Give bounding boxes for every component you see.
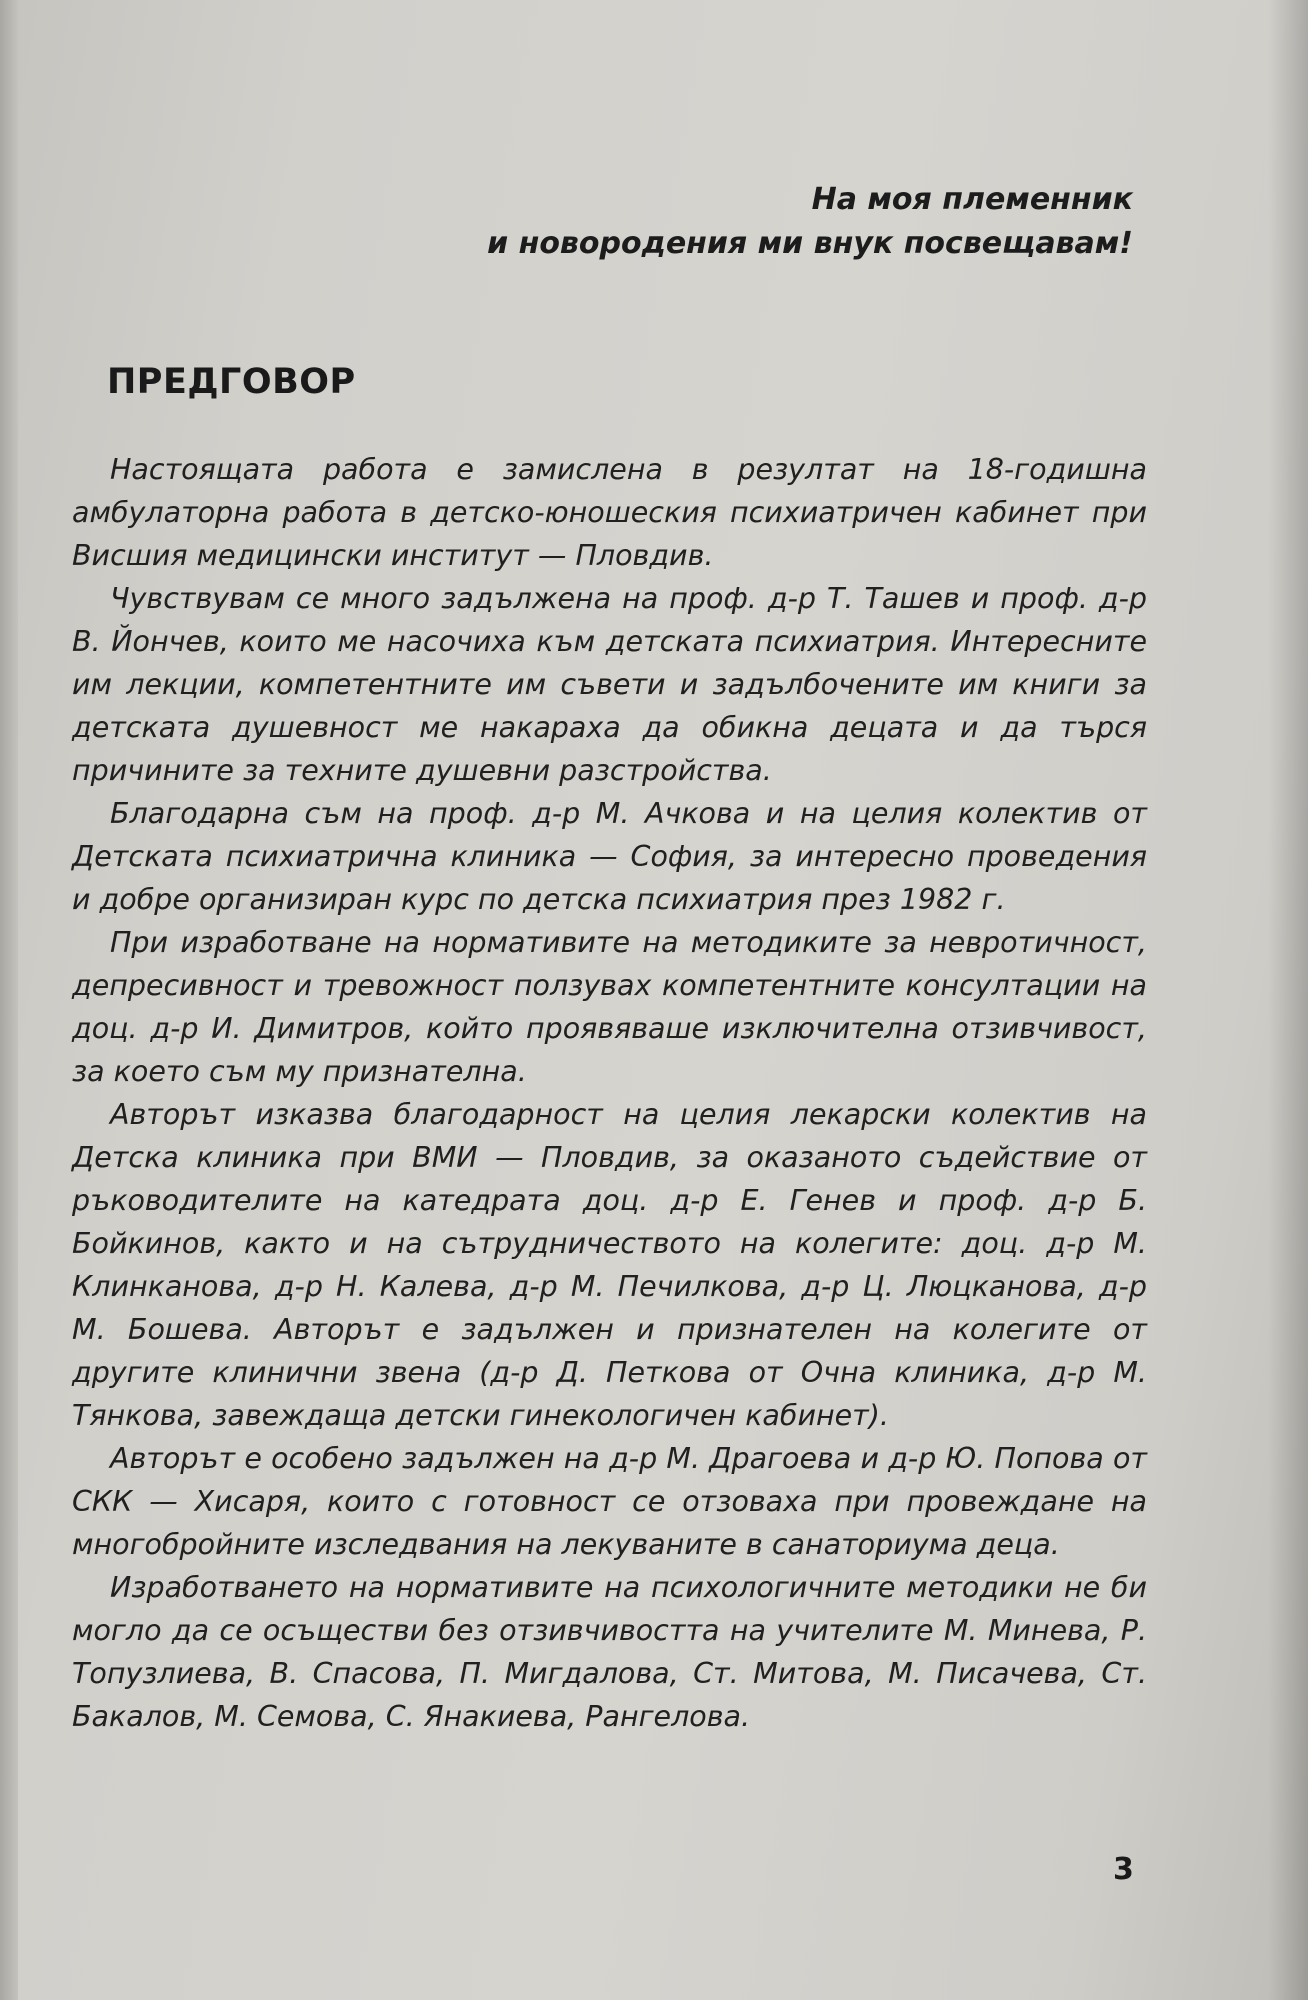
- page-number: 3: [1113, 1852, 1134, 1887]
- dedication: [487, 178, 1133, 266]
- preface-body: [72, 448, 1147, 1738]
- paragraph-5: Авторът изказва благодарност на целия лекарски колектив на Детска клиника при ВМИ — Пловдив, за оказаното съдействие от ръководителите на катедрата доц. д-р Е. Генев и проф. д-р Б. Бойкинов, както и на сътрудничеството на колегите: доц. д-р М. Клинканова, д-р Н. Калева, д-р М. Печилкова, д-р Ц. Люцканова, д-р М. Бошева. Авторът е задължен и признателен на колегите от другите клинични звена (д-р Д. Петкова от Очна клиника, д-р М. Тянкова, завеждаща детски гинекологичен кабинет).: [72, 1098, 1147, 1432]
- page-left-edge: [0, 0, 18, 2000]
- page-right-shadow: [1268, 0, 1308, 2000]
- paragraph-2: Чувствувам се много задължена на проф. д-р Т. Ташев и проф. д-р В. Йончев, които ме насочиха към детската психиатрия. Интересните им лекции, компетентните им съвети и задълбочените им книги за детската душевност ме накараха да обикна децата и да търся причините за техните душевни разстройства.: [72, 582, 1147, 787]
- paragraph-7: Изработването на нормативите на психологичните методики не би могло да се осъществи без отзивчивостта на учителите М. Минева, Р. Топузлиева, В. Спасова, П. Мигдалова, Ст. Митова, М. Писачева, Ст. Бакалов, М. Семова, С. Янакиева, Рангелова.: [72, 1571, 1147, 1733]
- dedication-line-1: На моя племенник: [811, 182, 1133, 217]
- paragraph-4: При изработване на нормативите на методиките за невротичност, депресивност и тревожност ползувах компетентните консултации на доц. д-р И. Димитров, който проявяваше изключителна отзивчивост, за което съм му признателна.: [72, 926, 1147, 1088]
- paragraph-6: Авторът е особено задължен на д-р М. Драгоева и д-р Ю. Попова от СКК — Хисаря, които с готовност се отзоваха при провеждане на многобройните изследвания на лекуваните в санаториума деца.: [72, 1442, 1147, 1561]
- dedication-line-2: и новородения ми внук посвещавам!: [487, 226, 1133, 261]
- paragraph-3: Благодарна съм на проф. д-р М. Ачкова и на целия колектив от Детската психиатрична клиника — София, за интересно проведения и добре организиран курс по детска психиатрия през 1982 г.: [72, 797, 1147, 916]
- page-title: ПРЕДГОВОР: [107, 362, 356, 402]
- paragraph-1: Настоящата работа е замислена в резултат на 18-годишна амбулаторна работа в детско-юношеския психиатричен кабинет при Висшия медицински институт — Пловдив.: [72, 453, 1147, 572]
